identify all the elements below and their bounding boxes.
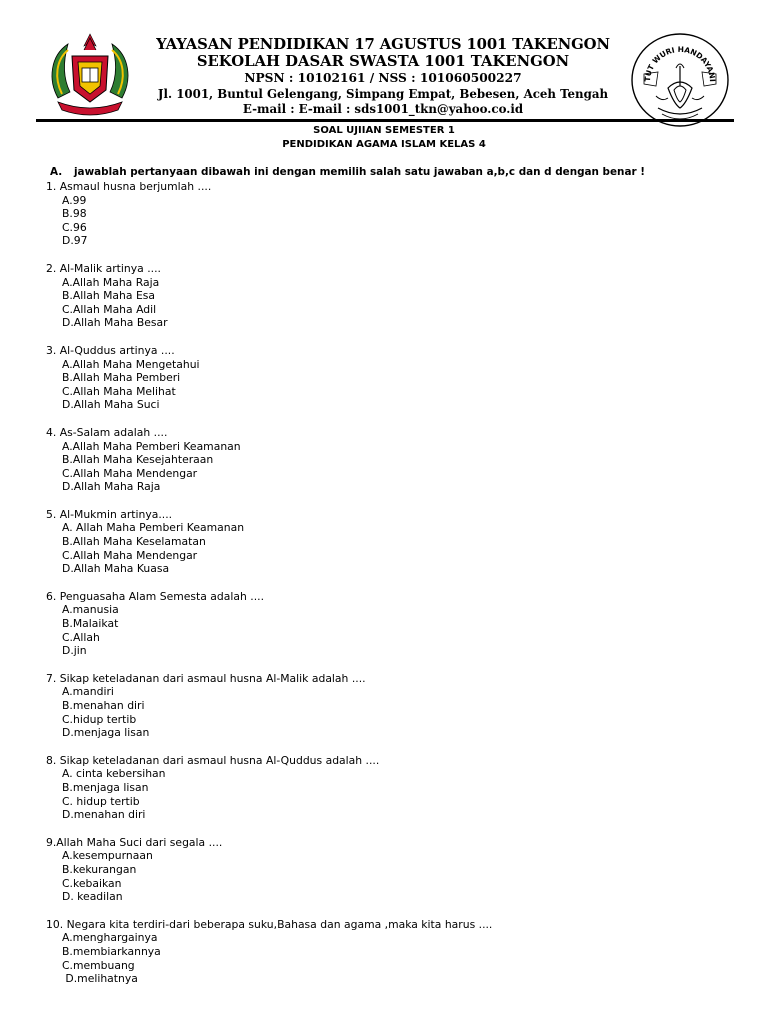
- answer-option: D.Allah Maha Kuasa: [62, 562, 170, 576]
- logo-motto: TUT WURI HANDAYANI: [642, 44, 718, 83]
- npsn-line: NPSN : 10102161 / NSS : 101060500227: [244, 71, 522, 85]
- answer-option: C.Allah Maha Mendengar: [62, 548, 198, 562]
- answer-option: A.Allah Maha Pemberi Keamanan: [62, 439, 241, 453]
- email-line: E-mail : E-mail : sds1001_tkn@yahoo.co.id: [242, 102, 524, 116]
- answer-option: D.Allah Maha Besar: [62, 316, 168, 330]
- answer-option: C.Allah: [62, 630, 100, 644]
- answer-option: C.hidup tertib: [62, 712, 137, 726]
- exam-subject: PENDIDIKAN AGAMA ISLAM KELAS 4: [282, 139, 486, 150]
- school-emblem-logo: [44, 28, 136, 120]
- answer-option: D. keadilan: [62, 890, 123, 904]
- answer-option: A.99: [62, 193, 87, 207]
- answer-option: A.mandiri: [62, 685, 114, 699]
- question-item: [46, 590, 736, 658]
- answer-option: B.Allah Maha Pemberi: [62, 371, 181, 385]
- answer-option: C.membuang: [62, 958, 135, 972]
- answer-option: D.97: [62, 234, 88, 248]
- answer-option: B.kekurangan: [62, 862, 137, 876]
- letterhead-divider: [36, 119, 734, 122]
- question-list: [46, 180, 736, 1000]
- question-text: 4. As-Salam adalah ....: [46, 425, 168, 439]
- answer-option: B.98: [62, 207, 87, 221]
- address-line: Jl. 1001, Buntul Gelengang, Simpang Empat, Bebesen, Aceh Tengah: [157, 87, 609, 101]
- foundation-name: YAYASAN PENDIDIKAN 17 AGUSTUS 1001 TAKENGON: [156, 36, 610, 53]
- exam-title: SOAL UJIIAN SEMESTER 1: [313, 125, 455, 136]
- question-text: 3. Al-Quddus artinya ....: [46, 343, 175, 357]
- question-text: 2. Al-Malik artinya ....: [46, 261, 161, 275]
- question-item: [46, 836, 736, 904]
- instruction: [50, 166, 645, 178]
- answer-option: D.menjaga lisan: [62, 726, 150, 740]
- question-item: [46, 754, 736, 822]
- question-item: [46, 344, 736, 412]
- answer-option: A.Allah Maha Raja: [62, 275, 160, 289]
- question-item: [46, 180, 736, 248]
- answer-option: B.Allah Maha Esa: [62, 289, 156, 303]
- answer-option: A.Allah Maha Mengetahui: [62, 357, 200, 371]
- tut-wuri-handayani-logo: [628, 28, 732, 132]
- answer-option: C.Allah Maha Mendengar: [62, 466, 198, 480]
- instruction-text: jawablah pertanyaan dibawah ini dengan memilih salah satu jawaban a,b,c dan d dengan benar !: [74, 166, 645, 178]
- answer-option: C.96: [62, 220, 87, 234]
- answer-option: C.Allah Maha Adil: [62, 302, 157, 316]
- answer-option: D.Allah Maha Suci: [62, 398, 160, 412]
- answer-option: A.menghargainya: [62, 931, 158, 945]
- answer-option: D.menahan diri: [62, 808, 146, 822]
- question-text: 9.Allah Maha Suci dari segala ....: [46, 835, 223, 849]
- question-item: [46, 918, 736, 986]
- question-text: 1. Asmaul husna berjumlah ....: [46, 180, 212, 193]
- answer-option: D.jin: [62, 644, 87, 658]
- question-item: [46, 262, 736, 330]
- question-text: 5. Al-Mukmin artinya....: [46, 507, 173, 521]
- answer-option: B.Allah Maha Kesejahteraan: [62, 453, 214, 467]
- answer-option: C.kebaikan: [62, 876, 122, 890]
- answer-option: B.menahan diri: [62, 699, 145, 712]
- question-text: 7. Sikap keteladanan dari asmaul husna Al-Malik adalah ....: [46, 671, 366, 685]
- answer-option: C.Allah Maha Melihat: [62, 384, 176, 398]
- answer-option: A.kesempurnaan: [62, 849, 153, 863]
- question-text: 6. Penguasaha Alam Semesta adalah ....: [46, 589, 265, 603]
- answer-option: A.manusia: [62, 603, 119, 617]
- answer-option: B.Allah Maha Keselamatan: [62, 535, 206, 549]
- section-letter: A.: [50, 166, 63, 178]
- answer-option: B.Malaikat: [62, 617, 119, 631]
- school-name: SEKOLAH DASAR SWASTA 1001 TAKENGON: [196, 53, 570, 70]
- answer-option: A. Allah Maha Pemberi Keamanan: [62, 521, 245, 535]
- answer-option: D.Allah Maha Raja: [62, 480, 161, 494]
- answer-option: C. hidup tertib: [62, 794, 140, 808]
- question-item: [46, 672, 736, 740]
- question-text: 8. Sikap keteladanan dari asmaul husna Al-Quddus adalah ....: [46, 753, 380, 767]
- question-item: [46, 426, 736, 494]
- question-text: 10. Negara kita terdiri-dari beberapa suku,Bahasa dan agama ,maka kita harus ....: [46, 917, 493, 931]
- answer-option: B.menjaga lisan: [62, 780, 149, 794]
- letterhead: [140, 36, 626, 117]
- answer-option: D.melihatnya: [62, 972, 138, 986]
- question-item: [46, 508, 736, 576]
- answer-option: A. cinta kebersihan: [62, 767, 166, 781]
- answer-option: B.membiarkannya: [62, 944, 161, 958]
